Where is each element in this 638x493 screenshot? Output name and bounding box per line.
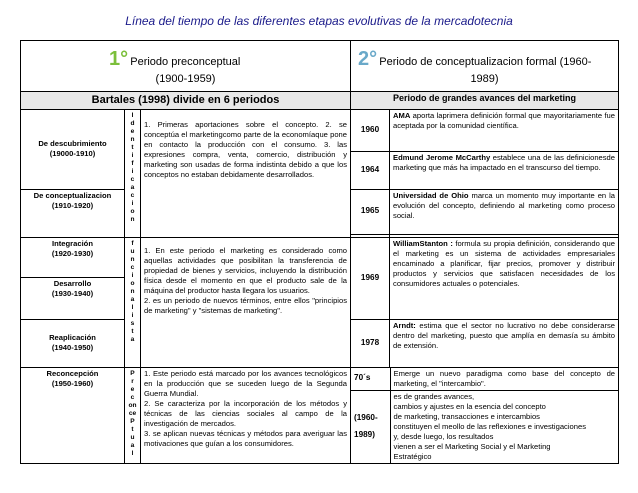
event-year: 1964 (351, 151, 390, 189)
event-text: WilliamStanton : formula su propia definición, considerando que el marketing es un sistema de actividades empresariales encaminado a planificar, fijar precios, promover y distribuir productos y servicios que satisfacen necesidades de los consumidores actuales o potenciales. (390, 237, 619, 319)
event-year: 1960 (351, 109, 390, 151)
stage-years: (1950-1960) (51, 378, 94, 388)
event-text-summary: es de grandes avances, cambios y ajustes en la esencia del concepto de marketing, transacciones e intercambios constituyen el meollo de las reflexiones e investigaciones y, desde luego, los resultados vienen a ser el Marketing Social y el Marketing Estratégico (393, 391, 586, 461)
table-row (21, 109, 619, 151)
vertical-label-perceptual: P r e c on ce P t u a l (125, 367, 141, 463)
period-1-header (21, 41, 351, 92)
stage-reaplicacion (21, 319, 125, 367)
period-2-number: 2° (358, 48, 378, 70)
event-year: 1969 (351, 237, 390, 319)
event-text: Universidad de Ohio marca un momento muy importante en la evolución del concepto, definiendo al marketing como proceso social. (390, 189, 619, 234)
description-funcionalista: 1. En este periodo el marketing es considerado como aquellas actividades que posibilitan la transferencia de propiedad de bienes y servicios, incluyendo la distribución física desde el momento en que el producto sale de la máquina del productor hasta llegara los usuarios. 2. es un periodo de nuevos términos, entre ellos "principios de marketing" y "sistemas de marketing". (141, 237, 351, 367)
stage-years: (1940-1950) (51, 343, 94, 353)
description-perceptual: 1. Este periodo está marcado por los avances tecnológicos en la producción que se suceden luego de la Segunda Guerra Mundial. 2. Se caracteriza por la incorporación de los métodos y técnicas de las ciencias sociales al campo de la investigación de mercados. 3. se aplican nuevas técnicas y métodos para averiguar las motivaciones que guían a los consumidores. (141, 367, 351, 463)
stage-name: Reconcepción (46, 368, 99, 378)
stage-reconcepcion (21, 367, 125, 463)
event-text: Emerge un nuevo paradigma como base del concepto de marketing, el "intercambio". (390, 368, 618, 391)
table-row (351, 368, 618, 391)
timeline-table (20, 40, 619, 464)
event-year: 70´s (351, 368, 390, 391)
period-2-title: Periodo de conceptualizacion formal (1960- (379, 56, 592, 68)
event-year: 1978 (351, 319, 390, 367)
stage-descubrimiento (21, 109, 125, 189)
stage-name: De conceptualizacion (33, 190, 112, 200)
right-subheader: Periodo de grandes avances del marketing (351, 92, 619, 110)
subheader-row (21, 92, 619, 110)
event-text: Arndt: estima que el sector no lucrativo no debe considerarse dentro del marketing, puesto que amplía en demasía su ámbito de extensión. (390, 319, 619, 367)
stage-years: (1920-1930) (51, 248, 94, 258)
event-text: Edmund Jerome McCarthy establece una de las definicionesde marketing que más ha impactado en el transcurso del tiempo. (390, 151, 619, 189)
vertical-label-identificacion: I d e n t i f i c a c i o n (125, 109, 141, 237)
period-1-title: Periodo preconceptual (130, 56, 241, 68)
vertical-label-funcionalista: f u n c i o n a l i s t a (125, 237, 141, 367)
left-subheader: Bartales (1998) divide en 6 periodos (21, 92, 351, 110)
document-title: Línea del tiempo de las diferentes etapas evolutivas de la mercadotecnia (125, 14, 513, 28)
description-identificacion: 1. Primeras aportaciones sobre el concepto. 2. se conceptúa el marketingcomo parte de la economíaque pone en contacto la producción con el consumo. 3. las expresiones compra, venta, comercio, distribución y marketing son usadas de forma indistinta debido a que los conceptos no estaban debidamente desarrollados. (141, 109, 351, 237)
table-row (21, 237, 619, 277)
stage-desarrollo (21, 277, 125, 319)
right-bottom-block (351, 367, 619, 463)
stage-name: De descubrimiento (38, 139, 107, 148)
stage-years: (1910-1920) (51, 200, 94, 210)
stage-name: Reaplicación (49, 333, 96, 342)
period-1-number: 1° (109, 48, 129, 70)
stage-years: (19000-1910) (49, 149, 96, 159)
stage-name: Desarrollo (53, 278, 92, 288)
stage-integracion (21, 237, 125, 277)
period-2-header (351, 41, 619, 92)
event-year-range: (1960- 1989) (351, 390, 390, 463)
period-1-years: (1900-1959) (155, 73, 216, 86)
period-2-years-end: 1989) (470, 73, 499, 86)
table-row (351, 390, 618, 463)
table-row (21, 367, 619, 463)
event-text: AMA aporta laprimera definición formal que mayoritariamente fue aceptada por la comunidad científica. (390, 109, 619, 151)
stage-years: (1930-1940) (51, 288, 94, 298)
period-header-row (21, 41, 619, 92)
event-year: 1965 (351, 189, 390, 234)
stage-conceptualizacion (21, 189, 125, 237)
stage-name: Integración (52, 238, 93, 248)
